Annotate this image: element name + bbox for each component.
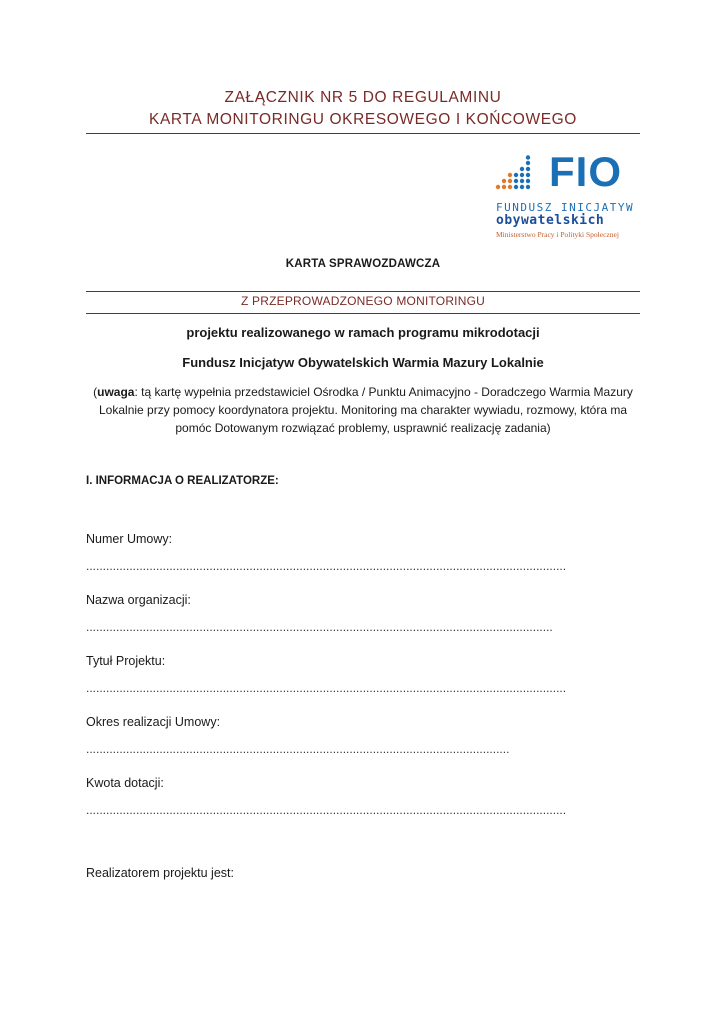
fund-line: Fundusz Inicjatyw Obywatelskich Warmia Mazury Lokalnie	[182, 355, 544, 370]
note-paragraph	[86, 383, 640, 437]
section-heading: I. INFORMACJA O REALIZATORZE:	[86, 475, 279, 487]
subtitle-rule-bottom	[86, 313, 640, 314]
logo-subtitle-2: obywatelskich	[496, 213, 605, 228]
field-label-kwota: Kwota dotacji:	[86, 776, 164, 790]
subtitle-rule-top	[86, 291, 640, 292]
logo-subtitle-1: FUNDUSZ INICJATYW	[496, 201, 635, 214]
dots-icon	[494, 155, 544, 191]
fio-logo	[494, 148, 644, 241]
realizator-label: Realizatorem projektu jest:	[86, 866, 234, 880]
header-rule	[86, 133, 640, 134]
note-bold: uwaga	[97, 385, 135, 399]
field-line-tytul[interactable]: ................................................................................................................................................	[86, 681, 567, 695]
karta-heading: KARTA SPRAWOZDAWCZA	[285, 258, 441, 270]
header-title-line1: ZAŁĄCZNIK NR 5 DO REGULAMINU	[224, 89, 502, 106]
field-line-organizacja[interactable]: ............................................................................................................................................	[86, 620, 553, 634]
note-open: (	[93, 385, 98, 399]
note-text: : tą kartę wypełnia przedstawiciel Ośrodka / Punktu Animacyjno - Doradczego Warmia Mazury Lokalnie przy pomocy koordynatora projektu. Monitoring ma charakter wywiadu, rozmowy, która ma pomóc Dotowanym rozwiązać problemy, usprawnić realizację zadania)	[99, 385, 633, 435]
field-line-kwota[interactable]: ................................................................................................................................................	[86, 803, 567, 817]
field-label-umowa: Numer Umowy:	[86, 532, 173, 546]
field-label-okres: Okres realizacji Umowy:	[86, 715, 221, 729]
project-line: projektu realizowanego w ramach programu mikrodotacji	[186, 325, 540, 340]
field-line-umowa[interactable]: ................................................................................................................................................	[86, 559, 567, 573]
header-title-line2: KARTA MONITORINGU OKRESOWEGO I KOŃCOWEGO	[149, 111, 577, 128]
field-label-tytul: Tytuł Projektu:	[86, 654, 166, 668]
logo-ministry: Ministerstwo Pracy i Polityki Społecznej	[496, 230, 619, 239]
logo-brand: FIO	[549, 148, 622, 195]
subtitle: Z PRZEPROWADZONEGO MONITORINGU	[240, 294, 485, 308]
field-label-organizacja: Nazwa organizacji:	[86, 593, 191, 607]
field-line-okres[interactable]: ...............................................................................................................................	[86, 742, 510, 756]
